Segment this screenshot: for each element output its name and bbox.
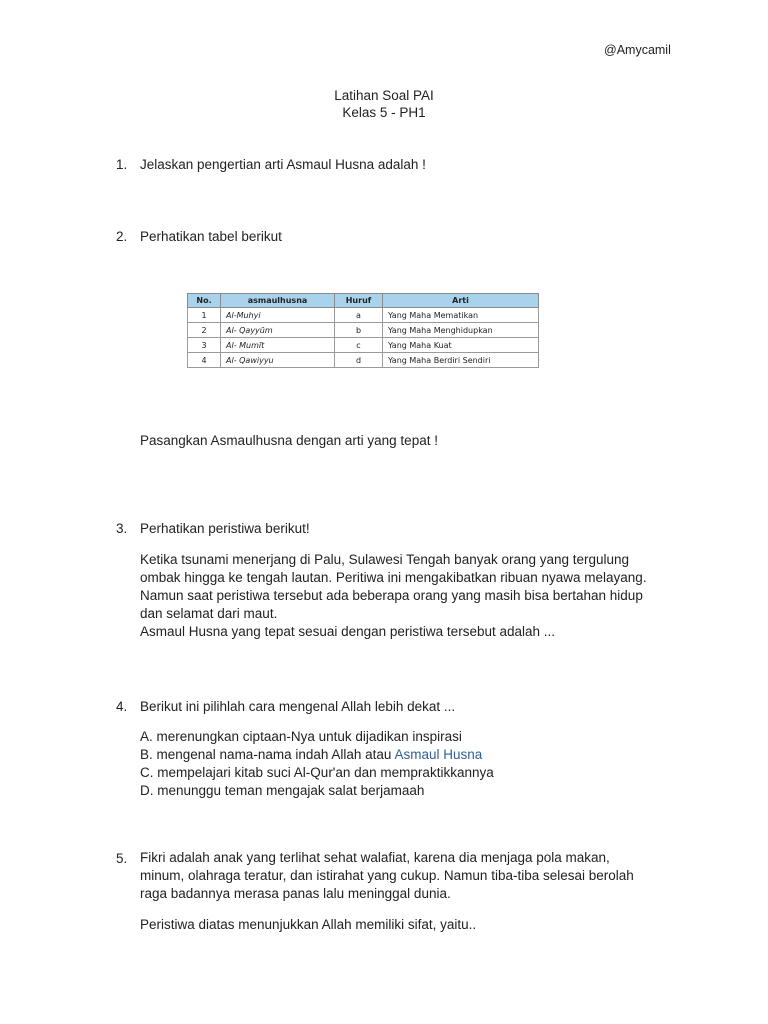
asmaul-husna-table: [187, 293, 539, 368]
table-row: [188, 323, 539, 338]
question-5-number: 5.: [116, 851, 128, 866]
question-4-options: [140, 728, 494, 800]
table-cell-name: Al- Mumīt: [221, 338, 335, 353]
passage-line: Ketika tsunami menerjang di Palu, Sulawesi Tengah banyak orang yang tergulung: [140, 552, 630, 567]
option-b: [140, 746, 494, 764]
option-c: C. mempelajari kitab suci Al-Qur'an dan mempraktikkannya: [140, 765, 494, 780]
table-cell-arti: Yang Maha Kuat: [383, 338, 539, 353]
table-cell-name: Al-Muhyi: [221, 308, 335, 323]
author-handle: @Amycamil: [604, 43, 671, 57]
table-cell-huruf: c: [335, 338, 383, 353]
table-header-no: No.: [188, 294, 221, 308]
question-2-number: 2.: [116, 229, 128, 244]
question-4-text: Berikut ini pilihlah cara mengenal Allah lebih dekat ...: [140, 699, 456, 714]
table-cell-no: 4: [188, 353, 221, 368]
table-cell-no: 1: [188, 308, 221, 323]
table-header-row: [188, 294, 539, 308]
question-1-text: Jelaskan pengertian arti Asmaul Husna adalah !: [140, 157, 426, 172]
asmaul-husna-link[interactable]: Asmaul Husna: [394, 747, 483, 762]
table-cell-arti: Yang Maha Berdiri Sendiri: [383, 353, 539, 368]
question-1-number: 1.: [116, 157, 128, 172]
table-cell-arti: Yang Maha Mematikan: [383, 308, 539, 323]
table-cell-name: Al- Qawiyyu: [221, 353, 335, 368]
page-subtitle: Kelas 5 - PH1: [342, 105, 426, 120]
question-4-number: 4.: [116, 699, 128, 714]
passage-line: Asmaul Husna yang tepat sesuai dengan peristiwa tersebut adalah ...: [140, 624, 556, 639]
passage-line: Fikri adalah anak yang terlihat sehat walafiat, karena dia menjaga pola makan,: [140, 850, 610, 865]
table-header-arti: Arti: [383, 294, 539, 308]
question-2-text: Perhatikan tabel berikut: [140, 229, 282, 244]
passage-line: Namun saat peristiwa tersebut ada beberapa orang yang masih bisa bertahan hidup: [140, 588, 643, 603]
table-cell-huruf: d: [335, 353, 383, 368]
option-b-text: B. mengenal nama-nama indah Allah atau: [140, 747, 395, 762]
passage-line: ombak hingga ke tengah lautan. Peritiwa ini mengakibatkan ribuan nyawa melayang.: [140, 570, 647, 585]
table-cell-huruf: a: [335, 308, 383, 323]
table-header-asmaulhusna: asmaulhusna: [221, 294, 335, 308]
table-cell-no: 2: [188, 323, 221, 338]
table-cell-no: 3: [188, 338, 221, 353]
question-3-number: 3.: [116, 521, 128, 536]
question-3-text: Perhatikan peristiwa berikut!: [140, 521, 310, 536]
page-title: Latihan Soal PAI: [334, 88, 434, 103]
table-cell-name: Al- Qayyūm: [221, 323, 335, 338]
question-5-passage: [140, 849, 634, 903]
table-row: [188, 353, 539, 368]
question-3-passage: [140, 551, 647, 641]
option-d: D. menunggu teman mengajak salat berjamaah: [140, 783, 425, 798]
passage-line: raga badannya merasa panas lalu meninggal dunia.: [140, 886, 451, 901]
table-cell-arti: Yang Maha Menghidupkan: [383, 323, 539, 338]
question-2-instruction: Pasangkan Asmaulhusna dengan arti yang tepat !: [140, 433, 438, 448]
question-5-question: Peristiwa diatas menunjukkan Allah memiliki sifat, yaitu..: [140, 917, 477, 932]
table-cell-huruf: b: [335, 323, 383, 338]
passage-line: dan selamat dari maut.: [140, 606, 278, 621]
option-a: A. merenungkan ciptaan-Nya untuk dijadikan inspirasi: [140, 729, 462, 744]
table-row: [188, 338, 539, 353]
passage-line: minum, olahraga teratur, dan istirahat yang cukup. Namun tiba-tiba selesai berolah: [140, 868, 634, 883]
table-header-huruf: Huruf: [335, 294, 383, 308]
table-row: [188, 308, 539, 323]
